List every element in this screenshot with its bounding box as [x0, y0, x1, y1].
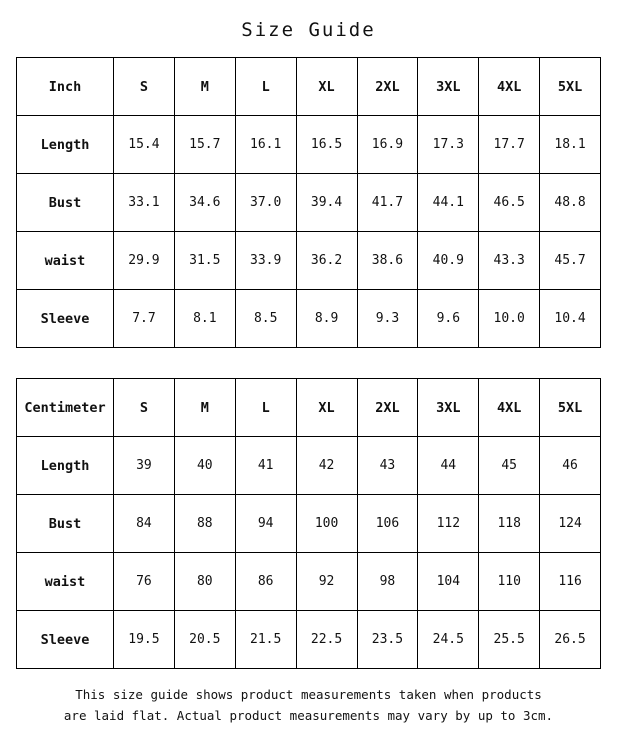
row-label-bust: Bust	[17, 495, 114, 553]
table-row	[17, 611, 601, 669]
cell: 118	[479, 495, 540, 553]
row-label-sleeve: Sleeve	[17, 611, 114, 669]
cell: 42	[296, 437, 357, 495]
cell: 16.5	[296, 116, 357, 174]
footnote	[16, 669, 601, 726]
column-header-m: M	[174, 379, 235, 437]
cell: 31.5	[174, 232, 235, 290]
cell: 38.6	[357, 232, 418, 290]
unit-label-inch: Inch	[17, 58, 114, 116]
column-header-l: L	[235, 379, 296, 437]
table-row	[17, 290, 601, 348]
cell: 88	[174, 495, 235, 553]
cell: 106	[357, 495, 418, 553]
column-header-3xl: 3XL	[418, 379, 479, 437]
row-label-length: Length	[17, 116, 114, 174]
cell: 37.0	[235, 174, 296, 232]
column-header-s: S	[114, 379, 175, 437]
cell: 44.1	[418, 174, 479, 232]
cell: 48.8	[540, 174, 601, 232]
column-header-2xl: 2XL	[357, 58, 418, 116]
cell: 44	[418, 437, 479, 495]
unit-label-centimeter: Centimeter	[17, 379, 114, 437]
cell: 7.7	[114, 290, 175, 348]
cell: 24.5	[418, 611, 479, 669]
page-title: Size Guide	[241, 19, 376, 41]
cell: 76	[114, 553, 175, 611]
cell: 45.7	[540, 232, 601, 290]
cell: 16.9	[357, 116, 418, 174]
column-header-xl: XL	[296, 379, 357, 437]
cell: 110	[479, 553, 540, 611]
size-table-inch	[16, 57, 601, 348]
cell: 33.9	[235, 232, 296, 290]
cell: 8.9	[296, 290, 357, 348]
row-label-sleeve: Sleeve	[17, 290, 114, 348]
column-header-l: L	[235, 58, 296, 116]
row-label-waist: waist	[17, 232, 114, 290]
table-row	[17, 232, 601, 290]
cell: 41	[235, 437, 296, 495]
column-header-5xl: 5XL	[540, 379, 601, 437]
footnote-line-2: are laid flat. Actual product measurements may vary by up to 3cm.	[63, 707, 554, 723]
footnote-line-1: This size guide shows product measurements taken when products	[75, 687, 542, 702]
cell: 16.1	[235, 116, 296, 174]
column-header-4xl: 4XL	[479, 58, 540, 116]
cell: 100	[296, 495, 357, 553]
cell: 43	[357, 437, 418, 495]
cell: 36.2	[296, 232, 357, 290]
cell: 19.5	[114, 611, 175, 669]
cell: 9.3	[357, 290, 418, 348]
column-header-s: S	[114, 58, 175, 116]
cell: 23.5	[357, 611, 418, 669]
table-spacer	[16, 348, 601, 378]
cell: 9.6	[418, 290, 479, 348]
cell: 45	[479, 437, 540, 495]
row-label-bust: Bust	[17, 174, 114, 232]
cell: 43.3	[479, 232, 540, 290]
cell: 29.9	[114, 232, 175, 290]
cell: 34.6	[174, 174, 235, 232]
cell: 17.3	[418, 116, 479, 174]
cell: 39.4	[296, 174, 357, 232]
cell: 104	[418, 553, 479, 611]
table-row	[17, 174, 601, 232]
cell: 98	[357, 553, 418, 611]
column-header-3xl: 3XL	[418, 58, 479, 116]
cell: 8.1	[174, 290, 235, 348]
cell: 80	[174, 553, 235, 611]
cell: 26.5	[540, 611, 601, 669]
column-header-5xl: 5XL	[540, 58, 601, 116]
cell: 46.5	[479, 174, 540, 232]
cell: 39	[114, 437, 175, 495]
size-table-centimeter	[16, 378, 601, 669]
cell: 92	[296, 553, 357, 611]
cell: 22.5	[296, 611, 357, 669]
cell: 8.5	[235, 290, 296, 348]
column-header-2xl: 2XL	[357, 379, 418, 437]
column-header-xl: XL	[296, 58, 357, 116]
cell: 40	[174, 437, 235, 495]
row-label-waist: waist	[17, 553, 114, 611]
cell: 94	[235, 495, 296, 553]
table-row	[17, 437, 601, 495]
table-row	[17, 116, 601, 174]
cell: 15.4	[114, 116, 175, 174]
table-row	[17, 553, 601, 611]
table-header-row	[17, 379, 601, 437]
cell: 46	[540, 437, 601, 495]
cell: 33.1	[114, 174, 175, 232]
cell: 18.1	[540, 116, 601, 174]
cell: 25.5	[479, 611, 540, 669]
column-header-4xl: 4XL	[479, 379, 540, 437]
cell: 15.7	[174, 116, 235, 174]
cell: 20.5	[174, 611, 235, 669]
cell: 86	[235, 553, 296, 611]
column-header-m: M	[174, 58, 235, 116]
cell: 124	[540, 495, 601, 553]
cell: 41.7	[357, 174, 418, 232]
cell: 10.0	[479, 290, 540, 348]
table-header-row	[17, 58, 601, 116]
cell: 84	[114, 495, 175, 553]
cell: 17.7	[479, 116, 540, 174]
table-row	[17, 495, 601, 553]
cell: 21.5	[235, 611, 296, 669]
cell: 116	[540, 553, 601, 611]
cell: 40.9	[418, 232, 479, 290]
row-label-length: Length	[17, 437, 114, 495]
cell: 112	[418, 495, 479, 553]
cell: 10.4	[540, 290, 601, 348]
